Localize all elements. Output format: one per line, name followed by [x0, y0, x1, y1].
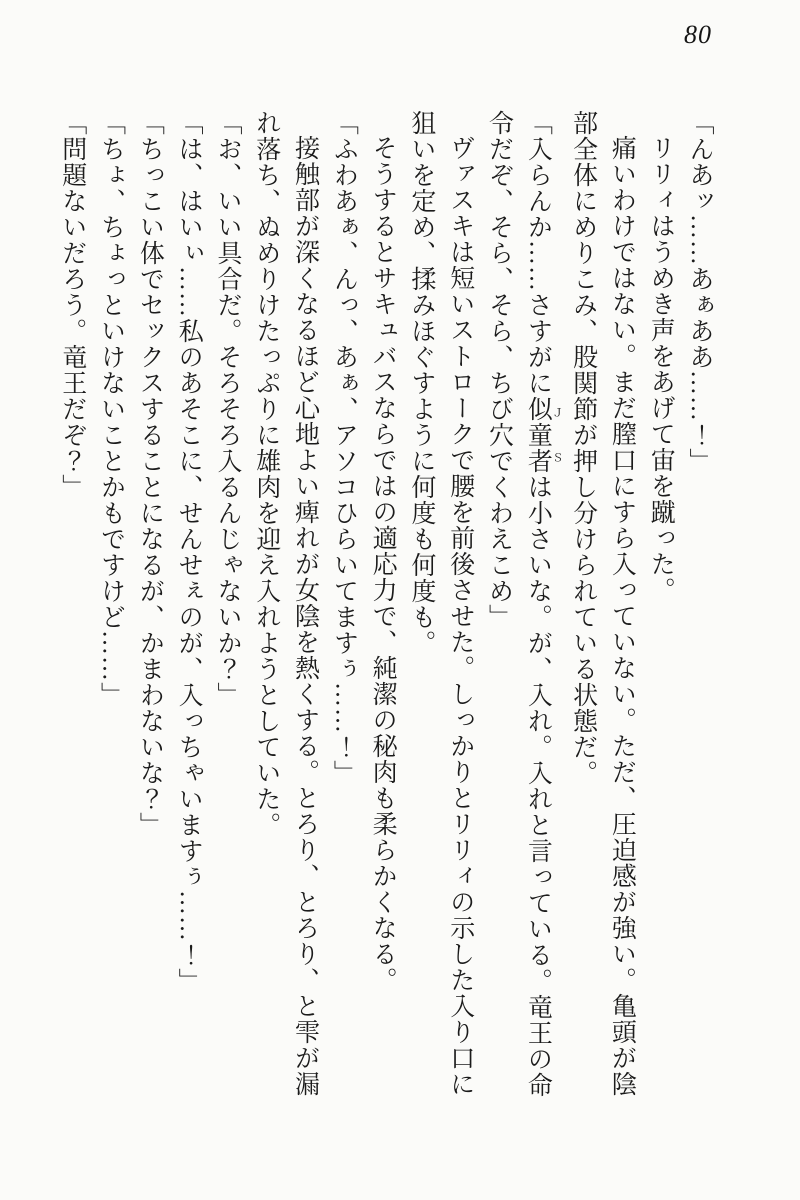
- dialogue-paragraph: 「問題ないだろう。竜王だぞ？」: [58, 110, 86, 500]
- dialogue-paragraph: 「ちょ、ちょっといけないことかもですけど……」: [97, 110, 125, 708]
- narration-paragraph: 接触部が深くなるほど心地よい痺れが女陰を熱くする。とろり、とろり、と雫が漏れ落ち、ぬめりけたっぷりに雄肉を迎え入れようとしていた。: [252, 110, 319, 1097]
- narration-paragraph: そうするとサキュバスならではの適応力で、純潔の秘肉も柔らかくなる。: [369, 135, 397, 993]
- narration-paragraph: 痛いわけではない。まだ膣口にすら入っていない。ただ、圧迫感が強い。亀頭が陰部全体にめりこみ、股関節が押し分けられている状態だ。: [569, 110, 636, 1097]
- ruby-text: ＪＳ: [550, 396, 563, 474]
- text-block: [52, 110, 718, 1102]
- dialogue-paragraph: 「入らんか……さすがに似童者 ＪＳは小さいな。が、入れ。入れと言っている。竜王の命令だぞ、そら、そら、ちび穴でくわえこめ」: [485, 110, 563, 1098]
- narration-paragraph: リリィはうめき声をあげて宙を蹴った。: [647, 135, 675, 603]
- ruby-annotated-word: 似童者 ＪＳ: [524, 396, 563, 474]
- dialogue-paragraph: 「は、はいぃ……私のあそこに、せんせぇのが、入っちゃいますぅ……！」: [175, 110, 203, 994]
- page-number: 80: [684, 20, 712, 49]
- dialogue-paragraph: 「お、いい具合だ。そろそろ入るんじゃないか？」: [213, 110, 241, 708]
- dialogue-paragraph: 「ちっこい体でセックスすることになるが、かまわないな？」: [136, 110, 164, 838]
- dialogue-paragraph: 「んあッ……あぁああ……！」: [686, 110, 713, 474]
- dialogue-paragraph: 「ふわあぁ、んっ、あぁ、アソコひらいてますぅ……！」: [330, 110, 358, 786]
- narration-paragraph: ヴァスキは短いストロークで腰を前後させた。しっかりとリリィの示した入り口に狙いを定め、揉みほぐすように何度も何度も。: [407, 110, 474, 1097]
